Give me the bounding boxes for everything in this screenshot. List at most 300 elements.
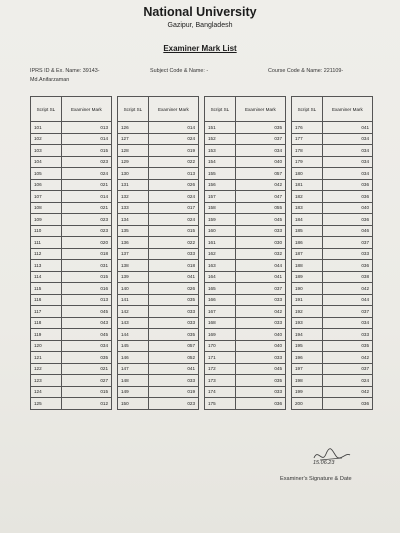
examiner-mark-cell: 036 bbox=[322, 398, 372, 410]
script-sl-cell: 185 bbox=[292, 225, 323, 237]
script-sl-cell: 180 bbox=[292, 168, 323, 180]
script-sl-cell: 135 bbox=[118, 225, 149, 237]
examiner-mark-cell: 019 bbox=[148, 145, 198, 157]
script-sl-cell: 107 bbox=[31, 191, 62, 203]
table-row bbox=[205, 122, 286, 134]
script-sl-cell: 127 bbox=[118, 133, 149, 145]
script-sl-cell: 147 bbox=[118, 363, 149, 375]
script-sl-cell: 133 bbox=[118, 202, 149, 214]
examiner-mark-cell: 047 bbox=[235, 191, 285, 203]
script-sl-cell: 190 bbox=[292, 283, 323, 295]
script-sl-cell: 189 bbox=[292, 271, 323, 283]
script-sl-cell: 199 bbox=[292, 386, 323, 398]
script-sl-cell: 159 bbox=[205, 214, 236, 226]
table-row bbox=[292, 248, 373, 260]
table-row bbox=[31, 214, 112, 226]
table-row bbox=[292, 352, 373, 364]
table-row bbox=[205, 202, 286, 214]
table-row bbox=[205, 340, 286, 352]
script-sl-cell: 160 bbox=[205, 225, 236, 237]
table-row bbox=[31, 191, 112, 203]
script-sl-cell: 111 bbox=[31, 237, 62, 249]
script-sl-cell: 139 bbox=[118, 271, 149, 283]
script-sl-cell: 106 bbox=[31, 179, 62, 191]
examiner-mark-cell: 052 bbox=[148, 352, 198, 364]
table-row bbox=[31, 386, 112, 398]
examiner-name: Md.Anifarzaman bbox=[30, 77, 70, 83]
table-row bbox=[292, 271, 373, 283]
column-header-mark: Examiner Mark bbox=[61, 97, 111, 122]
table-row bbox=[31, 283, 112, 295]
table-row bbox=[205, 237, 286, 249]
table-header-row bbox=[118, 97, 199, 122]
table-row bbox=[292, 306, 373, 318]
table-row bbox=[205, 306, 286, 318]
examiner-mark-cell: 020 bbox=[61, 237, 111, 249]
table-row bbox=[118, 329, 199, 341]
script-sl-cell: 162 bbox=[205, 248, 236, 260]
examiner-mark-cell: 034 bbox=[235, 145, 285, 157]
examiner-mark-cell: 034 bbox=[322, 145, 372, 157]
examiner-mark-cell: 014 bbox=[61, 191, 111, 203]
examiner-mark-cell: 044 bbox=[235, 260, 285, 272]
examiner-mark-cell: 019 bbox=[148, 386, 198, 398]
examiner-mark-cell: 017 bbox=[148, 202, 198, 214]
mark-table-3 bbox=[204, 96, 286, 410]
table-row bbox=[292, 363, 373, 375]
examiner-mark-cell: 045 bbox=[61, 329, 111, 341]
examiner-mark-cell: 040 bbox=[235, 156, 285, 168]
script-sl-cell: 125 bbox=[31, 398, 62, 410]
script-sl-cell: 117 bbox=[31, 306, 62, 318]
column-header-mark: Examiner Mark bbox=[235, 97, 285, 122]
script-sl-cell: 108 bbox=[31, 202, 62, 214]
script-sl-cell: 142 bbox=[118, 306, 149, 318]
script-sl-cell: 113 bbox=[31, 260, 62, 272]
script-sl-cell: 138 bbox=[118, 260, 149, 272]
table-row bbox=[292, 386, 373, 398]
table-row bbox=[205, 317, 286, 329]
examiner-mark-cell: 038 bbox=[322, 271, 372, 283]
table-header-row bbox=[292, 97, 373, 122]
table-row bbox=[118, 363, 199, 375]
mark-table-2 bbox=[117, 96, 199, 410]
script-sl-cell: 146 bbox=[118, 352, 149, 364]
examiner-mark-cell: 023 bbox=[61, 225, 111, 237]
table-row bbox=[118, 202, 199, 214]
examiner-mark-cell: 016 bbox=[61, 283, 111, 295]
script-sl-cell: 177 bbox=[292, 133, 323, 145]
table-row bbox=[31, 363, 112, 375]
table-row bbox=[205, 294, 286, 306]
examiner-mark-cell: 034 bbox=[322, 317, 372, 329]
examiner-mark-cell: 036 bbox=[322, 191, 372, 203]
table-row bbox=[31, 329, 112, 341]
script-sl-cell: 152 bbox=[205, 133, 236, 145]
examiner-mark-cell: 034 bbox=[322, 168, 372, 180]
column-header-mark: Examiner Mark bbox=[322, 97, 372, 122]
examiner-signature-mark bbox=[312, 446, 352, 470]
script-sl-cell: 143 bbox=[118, 317, 149, 329]
script-sl-cell: 150 bbox=[118, 398, 149, 410]
table-row bbox=[205, 191, 286, 203]
examiner-mark-cell: 032 bbox=[235, 248, 285, 260]
script-sl-cell: 126 bbox=[118, 122, 149, 134]
subject-label: Subject Code & Name: - bbox=[150, 68, 209, 74]
examiner-mark-cell: 045 bbox=[235, 363, 285, 375]
table-row bbox=[118, 133, 199, 145]
examiner-mark-cell: 042 bbox=[235, 179, 285, 191]
table-row bbox=[292, 260, 373, 272]
examiner-mark-cell: 015 bbox=[61, 271, 111, 283]
table-header-row bbox=[31, 97, 112, 122]
script-sl-cell: 153 bbox=[205, 145, 236, 157]
script-sl-cell: 174 bbox=[205, 386, 236, 398]
examiner-mark-cell: 042 bbox=[235, 306, 285, 318]
table-row bbox=[292, 317, 373, 329]
examiner-mark-cell: 036 bbox=[322, 214, 372, 226]
script-sl-cell: 134 bbox=[118, 214, 149, 226]
table-row bbox=[205, 179, 286, 191]
script-sl-cell: 173 bbox=[205, 375, 236, 387]
examiner-mark-cell: 024 bbox=[148, 214, 198, 226]
table-row bbox=[31, 179, 112, 191]
examiner-id-label: IPRS ID & Ex. Name: 39143- bbox=[30, 68, 100, 74]
table-row bbox=[205, 133, 286, 145]
script-sl-cell: 123 bbox=[31, 375, 62, 387]
examiner-mark-cell: 034 bbox=[322, 156, 372, 168]
table-row bbox=[205, 352, 286, 364]
script-sl-cell: 136 bbox=[118, 237, 149, 249]
table-row bbox=[118, 122, 199, 134]
examiner-mark-cell: 015 bbox=[61, 386, 111, 398]
table-row bbox=[292, 283, 373, 295]
script-sl-cell: 191 bbox=[292, 294, 323, 306]
examiner-mark-cell: 046 bbox=[322, 225, 372, 237]
script-sl-cell: 158 bbox=[205, 202, 236, 214]
script-sl-cell: 183 bbox=[292, 202, 323, 214]
table-row bbox=[118, 271, 199, 283]
examiner-mark-cell: 023 bbox=[61, 214, 111, 226]
signature-label: Examiner's Signature & Date bbox=[280, 476, 352, 482]
table-row bbox=[292, 237, 373, 249]
examiner-mark-cell: 033 bbox=[148, 375, 198, 387]
script-sl-cell: 114 bbox=[31, 271, 62, 283]
table-row bbox=[31, 156, 112, 168]
script-sl-cell: 164 bbox=[205, 271, 236, 283]
examiner-mark-cell: 015 bbox=[61, 145, 111, 157]
script-sl-cell: 176 bbox=[292, 122, 323, 134]
examiner-mark-cell: 026 bbox=[148, 179, 198, 191]
script-sl-cell: 116 bbox=[31, 294, 62, 306]
table-row bbox=[31, 202, 112, 214]
table-row bbox=[118, 317, 199, 329]
examiner-mark-cell: 024 bbox=[148, 191, 198, 203]
examiner-mark-cell: 042 bbox=[322, 352, 372, 364]
script-sl-cell: 118 bbox=[31, 317, 62, 329]
script-sl-cell: 182 bbox=[292, 191, 323, 203]
examiner-mark-cell: 033 bbox=[322, 329, 372, 341]
table-row bbox=[292, 202, 373, 214]
examiner-mark-cell: 035 bbox=[235, 375, 285, 387]
script-sl-cell: 140 bbox=[118, 283, 149, 295]
table-row bbox=[118, 248, 199, 260]
examiner-mark-cell: 036 bbox=[322, 179, 372, 191]
table-row bbox=[205, 283, 286, 295]
examiner-mark-cell: 021 bbox=[61, 363, 111, 375]
university-name: National University bbox=[143, 5, 257, 19]
table-row bbox=[118, 179, 199, 191]
table-row bbox=[31, 271, 112, 283]
script-sl-cell: 192 bbox=[292, 306, 323, 318]
examiner-mark-cell: 022 bbox=[148, 237, 198, 249]
examiner-mark-cell: 018 bbox=[61, 248, 111, 260]
script-sl-cell: 179 bbox=[292, 156, 323, 168]
script-sl-cell: 155 bbox=[205, 168, 236, 180]
table-row bbox=[292, 145, 373, 157]
examiner-mark-cell: 026 bbox=[148, 283, 198, 295]
examiner-mark-cell: 041 bbox=[148, 363, 198, 375]
examiner-mark-cell: 033 bbox=[235, 294, 285, 306]
column-header-script: Script SL bbox=[31, 97, 62, 122]
examiner-mark-cell: 037 bbox=[322, 363, 372, 375]
examiner-mark-cell: 015 bbox=[148, 225, 198, 237]
script-sl-cell: 115 bbox=[31, 283, 62, 295]
examiner-mark-cell: 036 bbox=[322, 260, 372, 272]
script-sl-cell: 198 bbox=[292, 375, 323, 387]
examiner-mark-cell: 033 bbox=[148, 317, 198, 329]
examiner-mark-cell: 034 bbox=[61, 340, 111, 352]
examiner-mark-cell: 045 bbox=[235, 214, 285, 226]
script-sl-cell: 154 bbox=[205, 156, 236, 168]
examiner-mark-cell: 041 bbox=[148, 271, 198, 283]
script-sl-cell: 188 bbox=[292, 260, 323, 272]
script-sl-cell: 194 bbox=[292, 329, 323, 341]
script-sl-cell: 104 bbox=[31, 156, 62, 168]
examiner-mark-cell: 035 bbox=[61, 352, 111, 364]
script-sl-cell: 112 bbox=[31, 248, 62, 260]
script-sl-cell: 122 bbox=[31, 363, 62, 375]
examiner-mark-cell: 013 bbox=[61, 294, 111, 306]
script-sl-cell: 110 bbox=[31, 225, 62, 237]
table-row bbox=[205, 398, 286, 410]
mark-table-1 bbox=[30, 96, 112, 410]
table-row bbox=[292, 179, 373, 191]
table-row bbox=[118, 375, 199, 387]
table-row bbox=[118, 340, 199, 352]
table-row bbox=[292, 168, 373, 180]
script-sl-cell: 129 bbox=[118, 156, 149, 168]
table-row bbox=[205, 363, 286, 375]
column-header-script: Script SL bbox=[118, 97, 149, 122]
examiner-mark-cell: 033 bbox=[235, 225, 285, 237]
table-row bbox=[292, 375, 373, 387]
table-row bbox=[205, 248, 286, 260]
table-row bbox=[292, 398, 373, 410]
script-sl-cell: 161 bbox=[205, 237, 236, 249]
script-sl-cell: 169 bbox=[205, 329, 236, 341]
examiner-mark-cell: 033 bbox=[235, 352, 285, 364]
examiner-mark-cell: 021 bbox=[61, 179, 111, 191]
examiner-mark-cell: 041 bbox=[235, 271, 285, 283]
table-row bbox=[205, 168, 286, 180]
script-sl-cell: 178 bbox=[292, 145, 323, 157]
examiner-mark-cell: 040 bbox=[235, 329, 285, 341]
examiner-mark-cell: 042 bbox=[322, 386, 372, 398]
column-header-script: Script SL bbox=[292, 97, 323, 122]
table-row bbox=[292, 214, 373, 226]
examiner-mark-cell: 013 bbox=[148, 168, 198, 180]
table-row bbox=[31, 168, 112, 180]
script-sl-cell: 170 bbox=[205, 340, 236, 352]
table-row bbox=[31, 122, 112, 134]
examiner-mark-cell: 055 bbox=[235, 202, 285, 214]
examiner-mark-cell: 035 bbox=[148, 329, 198, 341]
table-row bbox=[292, 225, 373, 237]
table-row bbox=[118, 237, 199, 249]
table-row bbox=[205, 145, 286, 157]
script-sl-cell: 124 bbox=[31, 386, 62, 398]
table-row bbox=[118, 145, 199, 157]
examiner-mark-cell: 036 bbox=[235, 398, 285, 410]
examiner-mark-cell: 030 bbox=[235, 237, 285, 249]
script-sl-cell: 166 bbox=[205, 294, 236, 306]
script-sl-cell: 165 bbox=[205, 283, 236, 295]
table-row bbox=[31, 340, 112, 352]
examiner-mark-cell: 022 bbox=[148, 156, 198, 168]
column-header-mark: Examiner Mark bbox=[148, 97, 198, 122]
examiner-mark-cell: 021 bbox=[61, 202, 111, 214]
table-row bbox=[292, 340, 373, 352]
table-row bbox=[118, 306, 199, 318]
university-location: Gazipur, Bangladesh bbox=[167, 22, 233, 29]
examiner-mark-cell: 035 bbox=[148, 294, 198, 306]
table-row bbox=[31, 225, 112, 237]
script-sl-cell: 193 bbox=[292, 317, 323, 329]
script-sl-cell: 141 bbox=[118, 294, 149, 306]
script-sl-cell: 181 bbox=[292, 179, 323, 191]
examiner-mark-cell: 033 bbox=[148, 248, 198, 260]
table-row bbox=[118, 260, 199, 272]
script-sl-cell: 157 bbox=[205, 191, 236, 203]
script-sl-cell: 197 bbox=[292, 363, 323, 375]
script-sl-cell: 148 bbox=[118, 375, 149, 387]
script-sl-cell: 121 bbox=[31, 352, 62, 364]
examiner-mark-cell: 037 bbox=[322, 306, 372, 318]
script-sl-cell: 132 bbox=[118, 191, 149, 203]
table-row bbox=[31, 133, 112, 145]
script-sl-cell: 167 bbox=[205, 306, 236, 318]
examiner-mark-cell: 033 bbox=[235, 317, 285, 329]
table-row bbox=[118, 283, 199, 295]
course-label: Course Code & Name: 221109- bbox=[268, 68, 344, 74]
examiner-mark-cell: 037 bbox=[235, 283, 285, 295]
table-row bbox=[31, 294, 112, 306]
script-sl-cell: 163 bbox=[205, 260, 236, 272]
script-sl-cell: 103 bbox=[31, 145, 62, 157]
table-row bbox=[31, 375, 112, 387]
script-sl-cell: 130 bbox=[118, 168, 149, 180]
examiner-mark-cell: 040 bbox=[235, 340, 285, 352]
table-row bbox=[292, 133, 373, 145]
table-row bbox=[31, 145, 112, 157]
examiner-mark-cell: 013 bbox=[61, 122, 111, 134]
script-sl-cell: 131 bbox=[118, 179, 149, 191]
examiner-mark-cell: 035 bbox=[235, 122, 285, 134]
script-sl-cell: 119 bbox=[31, 329, 62, 341]
script-sl-cell: 187 bbox=[292, 248, 323, 260]
table-row bbox=[118, 386, 199, 398]
examiner-mark-cell: 041 bbox=[322, 122, 372, 134]
table-row bbox=[292, 329, 373, 341]
examiner-mark-cell: 023 bbox=[61, 156, 111, 168]
examiner-mark-cell: 037 bbox=[322, 237, 372, 249]
script-sl-cell: 171 bbox=[205, 352, 236, 364]
examiner-mark-cell: 018 bbox=[148, 260, 198, 272]
table-row bbox=[205, 214, 286, 226]
examiner-mark-cell: 023 bbox=[148, 398, 198, 410]
script-sl-cell: 102 bbox=[31, 133, 62, 145]
table-row bbox=[118, 168, 199, 180]
script-sl-cell: 175 bbox=[205, 398, 236, 410]
table-row bbox=[118, 225, 199, 237]
script-sl-cell: 149 bbox=[118, 386, 149, 398]
table-row bbox=[292, 156, 373, 168]
table-row bbox=[205, 225, 286, 237]
examiner-mark-cell: 031 bbox=[61, 260, 111, 272]
script-sl-cell: 101 bbox=[31, 122, 62, 134]
table-row bbox=[31, 317, 112, 329]
script-sl-cell: 151 bbox=[205, 122, 236, 134]
table-row bbox=[205, 329, 286, 341]
examiner-mark-cell: 035 bbox=[322, 340, 372, 352]
examiner-mark-cell: 024 bbox=[148, 133, 198, 145]
script-sl-cell: 200 bbox=[292, 398, 323, 410]
script-sl-cell: 156 bbox=[205, 179, 236, 191]
table-row bbox=[31, 352, 112, 364]
mark-table-4 bbox=[291, 96, 373, 410]
script-sl-cell: 168 bbox=[205, 317, 236, 329]
script-sl-cell: 195 bbox=[292, 340, 323, 352]
table-row bbox=[31, 260, 112, 272]
examiner-mark-cell: 044 bbox=[322, 294, 372, 306]
table-row bbox=[118, 214, 199, 226]
table-row bbox=[118, 352, 199, 364]
table-row bbox=[205, 386, 286, 398]
examiner-mark-cell: 057 bbox=[148, 340, 198, 352]
examiner-mark-cell: 024 bbox=[322, 375, 372, 387]
script-sl-cell: 186 bbox=[292, 237, 323, 249]
examiner-mark-cell: 012 bbox=[61, 398, 111, 410]
table-row bbox=[292, 294, 373, 306]
script-sl-cell: 109 bbox=[31, 214, 62, 226]
examiner-mark-cell: 037 bbox=[235, 133, 285, 145]
script-sl-cell: 128 bbox=[118, 145, 149, 157]
table-row bbox=[118, 398, 199, 410]
script-sl-cell: 137 bbox=[118, 248, 149, 260]
table-row bbox=[205, 375, 286, 387]
examiner-mark-cell: 042 bbox=[322, 283, 372, 295]
examiner-mark-cell: 014 bbox=[148, 122, 198, 134]
column-header-script: Script SL bbox=[205, 97, 236, 122]
table-header-row bbox=[205, 97, 286, 122]
examiner-mark-cell: 040 bbox=[322, 202, 372, 214]
table-row bbox=[31, 248, 112, 260]
examiner-mark-cell: 057 bbox=[235, 168, 285, 180]
script-sl-cell: 172 bbox=[205, 363, 236, 375]
table-row bbox=[118, 191, 199, 203]
examiner-mark-cell: 034 bbox=[322, 133, 372, 145]
